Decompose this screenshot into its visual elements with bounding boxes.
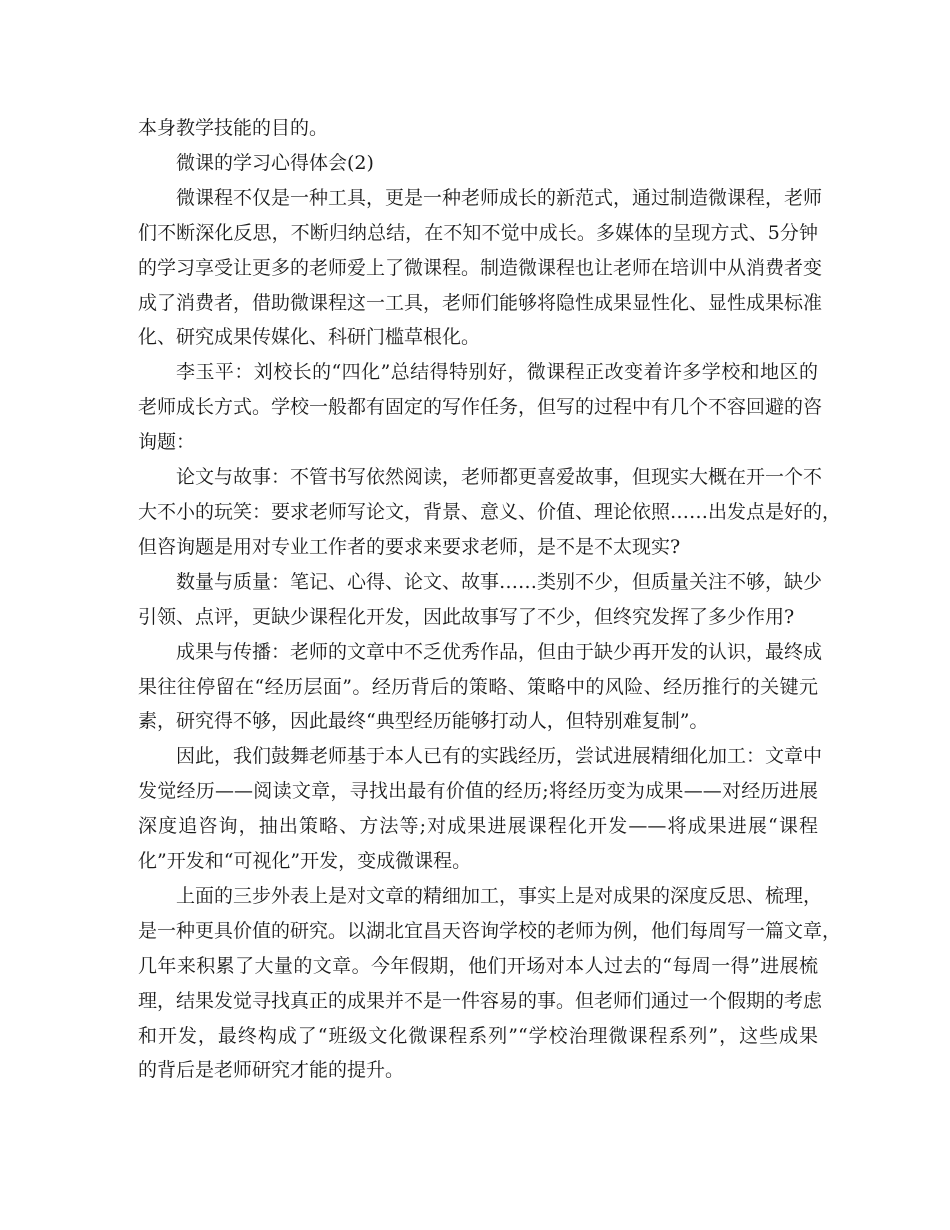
text-line: 但咨询题是用对专业工作者的要求来要求老师，是不是不太现实?	[138, 535, 681, 558]
text-line: 数量与质量：笔记、心得、论文、故事……类别不少，但质量关注不够，缺少	[176, 570, 823, 593]
text-line: 是一种更具价值的研究。以湖北宜昌天咨询学校的老师为例，他们每周写一篇文章，	[138, 919, 842, 942]
text-line: 素，研究得不够，因此最终“典型经历能够打动人，但特别难复制”。	[138, 710, 709, 733]
text-line: 论文与故事：不管书写依然阅读，老师都更喜爱故事，但现实大概在开一个不	[176, 466, 823, 489]
text-line: 本身教学技能的目的。	[138, 117, 329, 139]
paragraph	[138, 565, 823, 635]
text-line: 的学习享受让更多的老师爱上了微课程。制造微课程也让老师在培训中从消费者变	[138, 256, 823, 279]
text-line: 上面的三步外表上是对文章的精细加工，事实上是对成果的深度反思、梳理，	[176, 884, 823, 907]
text-line: 化、研究成果传媒化、科研门槛草根化。	[138, 326, 481, 349]
text-line: 几年来积累了大量的文章。今年假期，他们开场对本人过去的“每周一得”进展梳	[138, 954, 818, 977]
text-line: 因此，我们鼓舞老师基于本人已有的实践经历，尝试进展精细化加工：文章中	[176, 745, 823, 768]
text-line: 和开发，最终构成了“班级文化微课程系列”“学校治理微课程系列”，这些成果	[138, 1024, 818, 1047]
paragraph	[138, 460, 842, 565]
text-line: 发觉经历——阅读文章，寻找出最有价值的经历;将经历变为成果——对经历进展	[138, 780, 818, 803]
text-line: 李玉平：刘校长的“四化”总结得特别好，微课程正改变着许多学校和地区的	[176, 361, 818, 384]
document-body	[138, 111, 842, 1088]
text-line: 老师成长方式。学校一般都有固定的写作任务，但写的过程中有几个不容回避的咨	[138, 396, 823, 419]
paragraph	[138, 739, 823, 879]
text-line: 果往往停留在“经历层面”。经历背后的策略、策略中的风险、经历推行的关键元	[138, 675, 818, 698]
paragraph	[138, 355, 823, 460]
section-heading	[138, 146, 818, 181]
text-line: 微课程不仅是一种工具，更是一种老师成长的新范式，通过制造微课程，老师	[176, 186, 823, 209]
text-line: 大不小的玩笑：要求老师写论文，背景、意义、价值、理论依照……出发点是好的，	[138, 500, 842, 523]
text-line: 引领、点评，更缺少课程化开发，因此故事写了不少，但终究发挥了多少作用?	[138, 605, 795, 628]
text-line: 们不断深化反思，不断归纳总结，在不知不觉中成长。多媒体的呈现方式、5分钟	[138, 221, 818, 244]
paragraph	[138, 635, 823, 740]
text-line: 深度追咨询，抽出策略、方法等;对成果进展课程化开发——将成果进展“课程	[138, 815, 818, 838]
paragraph	[138, 879, 842, 1088]
text-line: 的背后是老师研究才能的提升。	[138, 1059, 405, 1082]
text-line: 成果与传播：老师的文章中不乏优秀作品，但由于缺少再开发的认识，最终成	[176, 640, 823, 663]
text-line: 理，结果发觉寻找真正的成果并不是一件容易的事。但老师们通过一个假期的考虑	[138, 989, 823, 1012]
text-line: 化”开发和“可视化”开发，变成微课程。	[138, 850, 472, 873]
heading-line: 微课的学习心得体会(2)	[176, 151, 374, 174]
text-line: 成了消费者，借助微课程这一工具，老师们能够将隐性成果显性化、显性成果标准	[138, 291, 823, 314]
paragraph-continuation	[138, 111, 818, 146]
paragraph	[138, 181, 823, 356]
text-line: 询题：	[138, 431, 196, 454]
